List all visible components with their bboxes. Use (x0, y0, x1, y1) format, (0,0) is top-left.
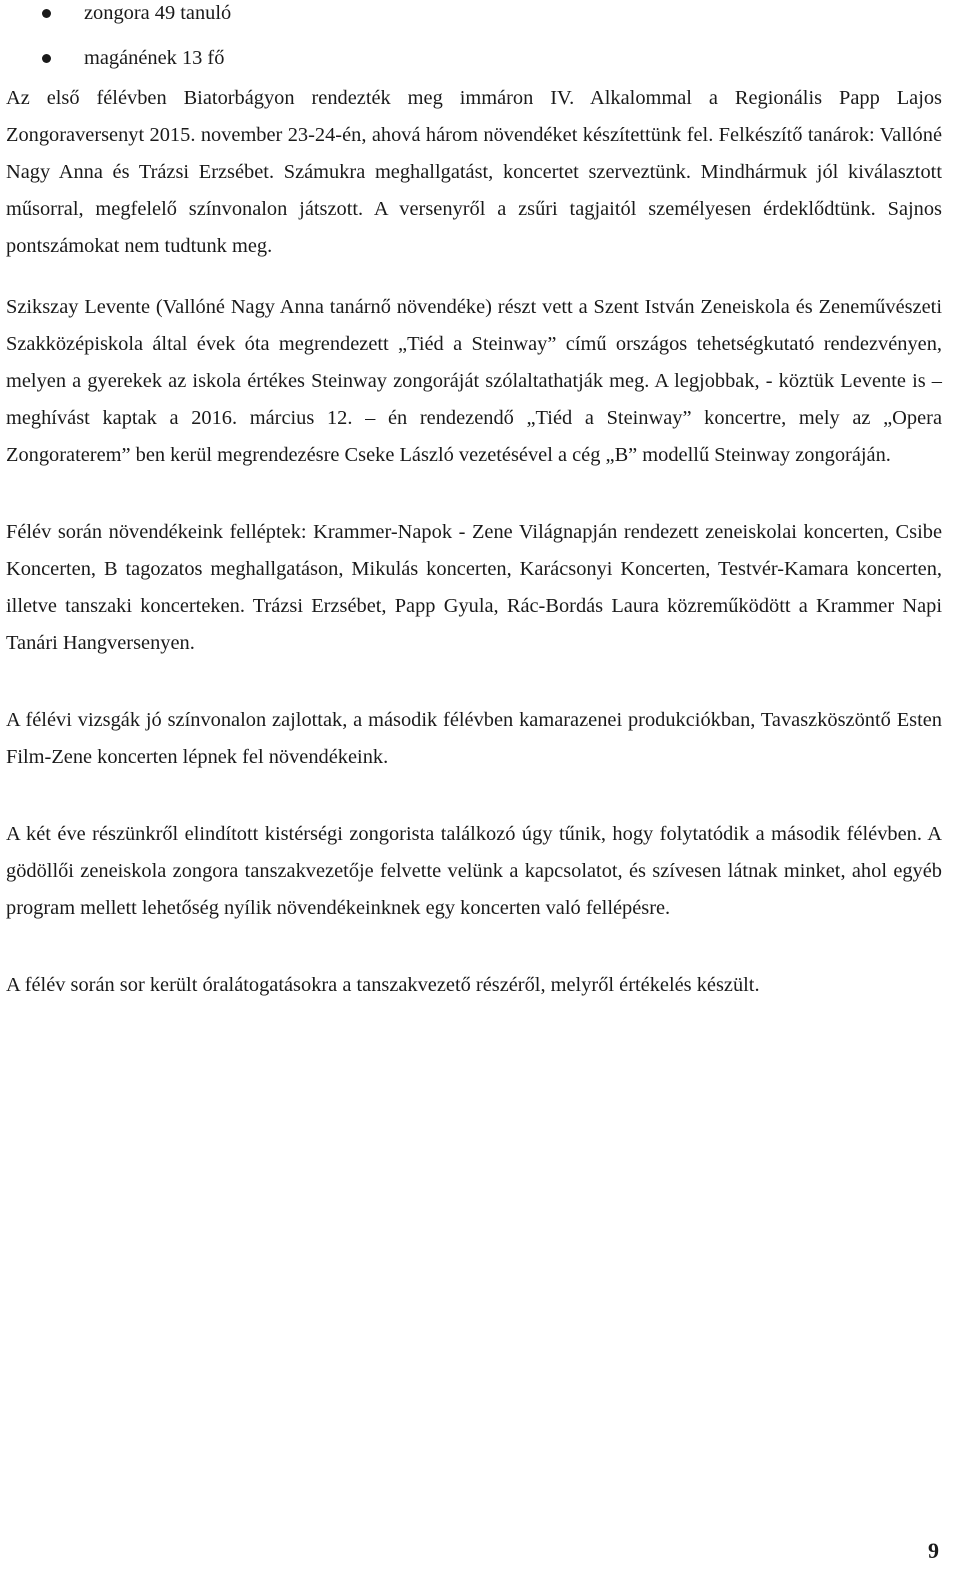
bullet-icon (42, 9, 51, 18)
paragraph-pianist-meeting: A két éve részünkről elindított kistérségi zongorista találkozó úgy tűnik, hogy folytatódik a második félévben. A gödöllői zeneiskola zongora tanszakvezetője felvette velünk a kapcsolatot, és szívesen látnak minket, ahol egyéb program mellett lehetőség nyílik növendékeinknek egy koncerten való fellépésre. (6, 823, 942, 919)
list-item (6, 0, 942, 43)
bullet-icon (42, 54, 51, 63)
paragraph-competition: Az első félévben Biatorbágyon rendezték meg immáron IV. Alkalommal a Regionális Papp Lajos Zongoraversenyt 2015. november 23-24-én, ahová három növendéket készítettünk fel. Felkészítő tanárok: Vallóné Nagy Anna és Trázsi Erzsébet. Számukra meghallgatást, koncertet szerveztünk. Mindhármuk jól kiválasztott műsorral, megfelelő színvonalon játszott. A versenyről a zsűri tagjaitól személyesen érdeklődtünk. Sajnos pontszámokat nem tudtunk meg. (6, 87, 942, 257)
list-item-text: zongora 49 tanuló (84, 2, 232, 24)
list-item (6, 43, 942, 88)
paragraph-performances: Félév során növendékeink felléptek: Krammer-Napok - Zene Világnapján rendezett zeneiskolai koncerten, Csibe Koncerten, B tagozatos meghallgatáson, Mikulás koncerten, Karácsonyi Koncerten, Testvér-Kamara koncerten, illetve tanszaki koncerteken. Trázsi Erzsébet, Papp Gyula, Rác-Bordás Laura közreműködött a Krammer Napi Tanári Hangversenyen. (6, 521, 942, 654)
page-number: 9 (928, 1538, 939, 1563)
paragraph-class-visits: A félév során sor került óralátogatásokra a tanszakvezető részéről, melyről értékelés készült. (6, 974, 760, 996)
paragraph-exams: A félévi vizsgák jó színvonalon zajlottak, a második félévben kamarazenei produkciókban, Tavaszköszöntő Esten Film-Zene koncerten lépnek fel növendékeink. (6, 709, 942, 768)
list-item-text: magánének 13 fő (84, 47, 225, 69)
paragraph-steinway: Szikszay Levente (Vallóné Nagy Anna tanárnő növendéke) részt vett a Szent István Zeneiskola és Zeneművészeti Szakközépiskola által évek óta megrendezett „Tiéd a Steinway” című országos tehetségkutató rendezvényen, melyen a gyerekek az iskola értékes Steinway zongoráját szólaltathatják meg. A legjobbak, - köztük Levente is – meghívást kaptak a 2016. március 12. – én rendezendő „Tiéd a Steinway” koncertre, mely az „Opera Zongoraterem” ben kerül megrendezésre Cseke László vezetésével a cég „B” modellű Steinway zongoráján. (6, 296, 942, 466)
document-page (6, 0, 942, 1004)
instrument-list (6, 0, 942, 88)
